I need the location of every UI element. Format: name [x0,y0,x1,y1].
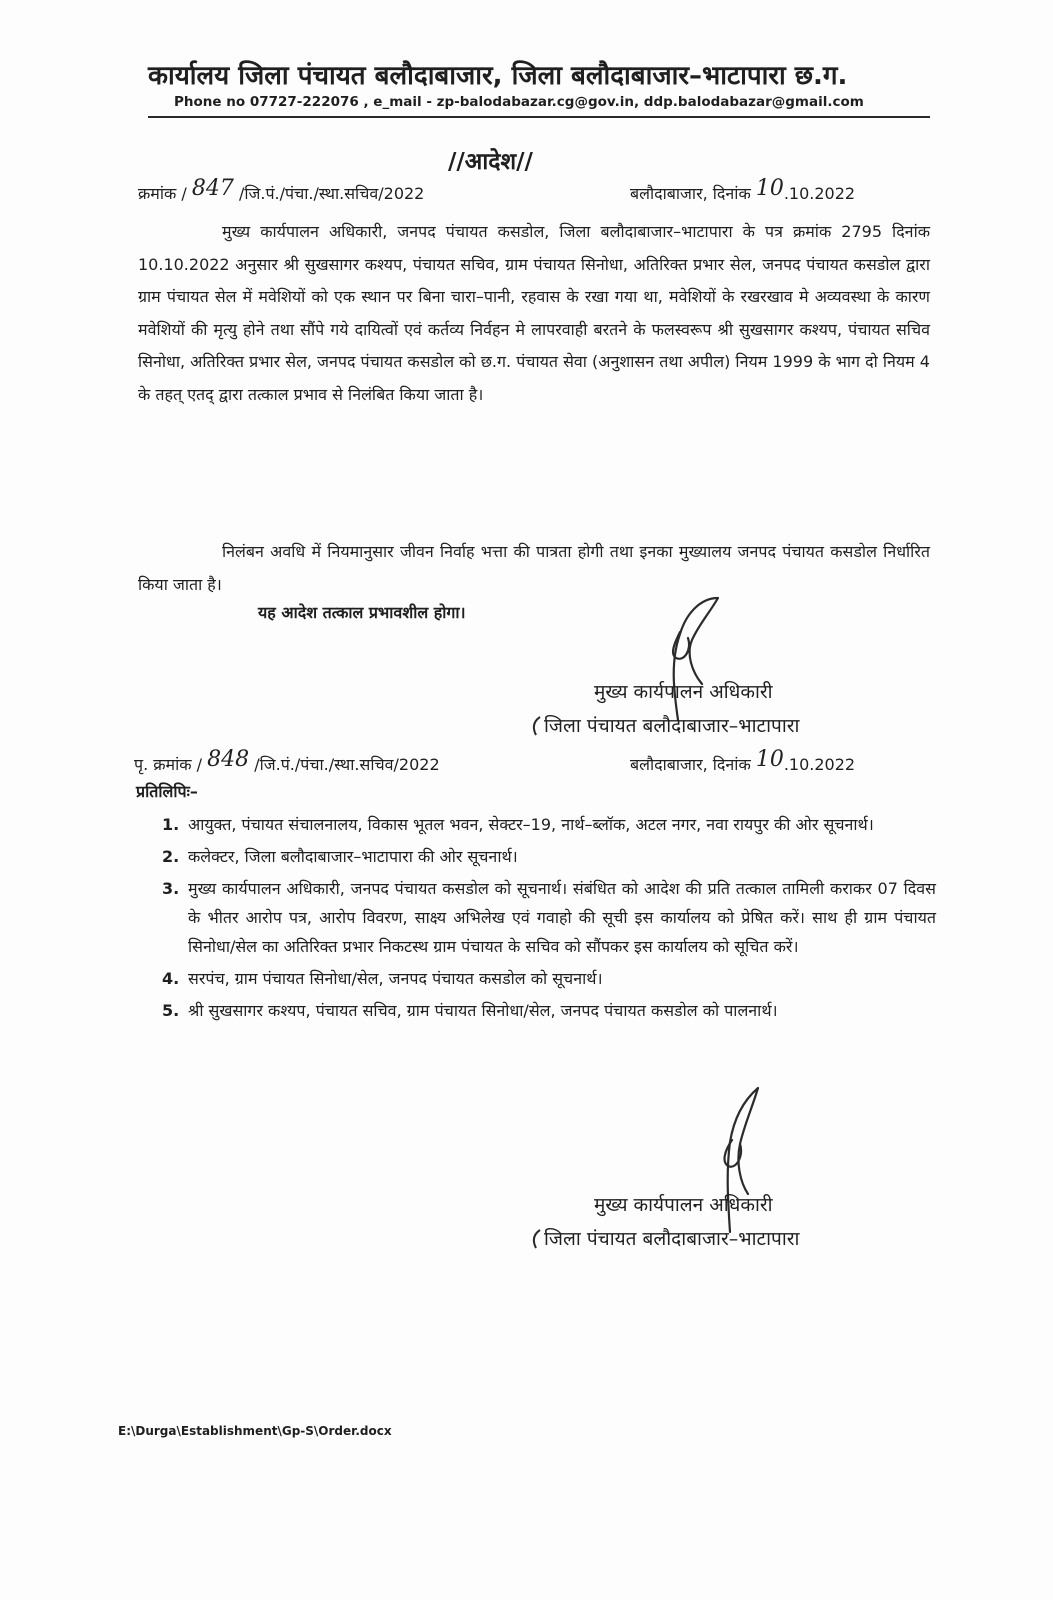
endorsement-date [630,747,856,776]
file-path: E:\Durga\Establishment\Gp-S\Order.docx [118,1424,392,1438]
suspension-allowance-paragraph: निलंबन अवधि में नियमानुसार जीवन निर्वाह भत्ता की पात्रता होगी तथा इनका मुख्यालय जनपद पंचायत कसडोल निर्धारित किया जाता है। [138,542,930,594]
list-item-text: आयुक्त, पंचायत संचालनालय, विकास भूतल भवन, सेक्टर–19, नार्थ–ब्लॉक, अटल नगर, नवा रायपुर की ओर सूचनार्थ। [188,815,874,834]
date-rest: .10.2022 [783,184,856,203]
ref-suffix: /जि.पं./पंचा./स्था.सचिव/2022 [254,755,440,774]
signatory-place [530,1222,799,1256]
list-item-text: सरपंच, ग्राम पंचायत सिनोधा/सेल, जनपद पंचायत कसडोल को सूचनार्थ। [188,969,603,988]
list-item-text: श्री सुखसागर कश्यप, पंचायत सचिव, ग्राम पंचायत सिनोधा/सेल, जनपद पंचायत कसडोल को पालनार्थ। [188,1001,778,1020]
endorsement-reference-line [134,747,924,777]
effective-immediately-line: यह आदेश तत्काल प्रभावशील होगा। [258,603,466,622]
signature-block-1 [530,675,799,743]
signatory-place [530,709,799,743]
list-item-number: 1. [162,815,180,834]
ref-prefix: क्रमांक / [138,184,187,203]
list-item [162,874,936,961]
endorsement-reference [134,747,440,776]
list-item-text: कलेक्टर, जिला बलौदाबाजार–भाटापारा की ओर सूचनार्थ। [188,847,518,866]
list-item-text: मुख्य कार्यपालन अधिकारी, जनपद पंचायत कसडोल को सूचनार्थ। संबंधित को आदेश की प्रति तत्काल तामिली कराकर 07 दिवस के भीतर आरोप पत्र, आरोप विवरण, साक्ष्य अभिलेख एवं गवाहो की सूची इस कार्यालय को प्रेषित करें। साथ ही ग्राम पंचायत सिनोधा/सेल का अतिरिक्त प्रभार निकटस्थ ग्राम पंचायत के सचिव को सौंपकर इस कार्यालय को सूचित करें। [188,879,936,956]
signatory-title: मुख्य कार्यपालन अधिकारी [594,681,773,703]
date-prefix: बलौदाबाजार, दिनांक [630,184,751,203]
ref-suffix: /जि.पं./पंचा./स्था.सचिव/2022 [238,184,425,203]
list-item-number: 3. [162,879,180,898]
date-rest: .10.2022 [783,755,856,774]
list-item-number: 2. [162,847,180,866]
handwritten-date-day: 10 [755,747,784,772]
signatory-office: जिला पंचायत बलौदाबाजार–भाटापारा [544,1228,800,1250]
list-item-number: 4. [162,969,180,988]
signatory-office: जिला पंचायत बलौदाबाजार–भाटापारा [544,715,800,737]
list-item-number: 5. [162,1001,180,1020]
contact-line: Phone no 07727-222076 , e_mail - zp-balodabazar.cg@gov.in, ddp.balodabazar@gmail.com [174,94,864,110]
list-item [162,842,936,871]
handwritten-ref-number: 847 [191,176,234,201]
copies-list [162,810,936,1028]
header-rule [148,116,930,118]
initial-mark-icon [530,1228,544,1250]
signature-block-2 [530,1188,799,1256]
order-heading: //आदेश// [448,149,533,175]
copies-label: प्रतिलिपिः– [136,782,198,801]
order-date [630,176,856,205]
signatory-title: मुख्य कार्यपालन अधिकारी [594,1194,773,1216]
handwritten-date-day: 10 [755,176,784,201]
list-item [162,996,936,1025]
order-reference [138,176,425,205]
list-item [162,964,936,993]
list-item [162,810,936,839]
initial-mark-icon [530,715,544,737]
order-reference-line [138,176,918,208]
handwritten-ref-number: 848 [207,747,250,772]
office-title: कार्यालय जिला पंचायत बलौदाबाजार, जिला बलौदाबाजार–भाटापारा छ.ग. [148,61,848,91]
date-prefix: बलौदाबाजार, दिनांक [630,755,751,774]
ref-prefix: पृ. क्रमांक / [134,755,203,774]
order-body-paragraph: मुख्य कार्यपालन अधिकारी, जनपद पंचायत कसडोल, जिला बलौदाबाजार–भाटापारा के पत्र क्रमांक 2795 दिनांक 10.10.2022 अनुसार श्री सुखसागर कश्यप, पंचायत सचिव, ग्राम पंचायत सिनोधा, अतिरिक्त प्रभार सेल, जनपद पंचायत कसडोल द्वारा ग्राम पंचायत सेल में मवेशियों को एक स्थान पर बिना चारा–पानी, रहवास के रखा गया था, मवेशियों के रखरखाव मे अव्यवस्था के कारण मवेशियों की मृत्यु होने तथा सौंपे गये दायित्वों एवं कर्तव्य निर्वहन मे लापरवाही बरतने के फलस्वरूप श्री सुखसागर कश्यप, पंचायत सचिव सिनोधा, अतिरिक्त प्रभार सेल, जनपद पंचायत कसडोल को छ.ग. पंचायत सेवा (अनुशासन तथा अपील) नियम 1999 के भाग दो नियम 4 के तहत् एतद् द्वारा तत्काल प्रभाव से निलंबित किया जाता है। [138,222,930,404]
